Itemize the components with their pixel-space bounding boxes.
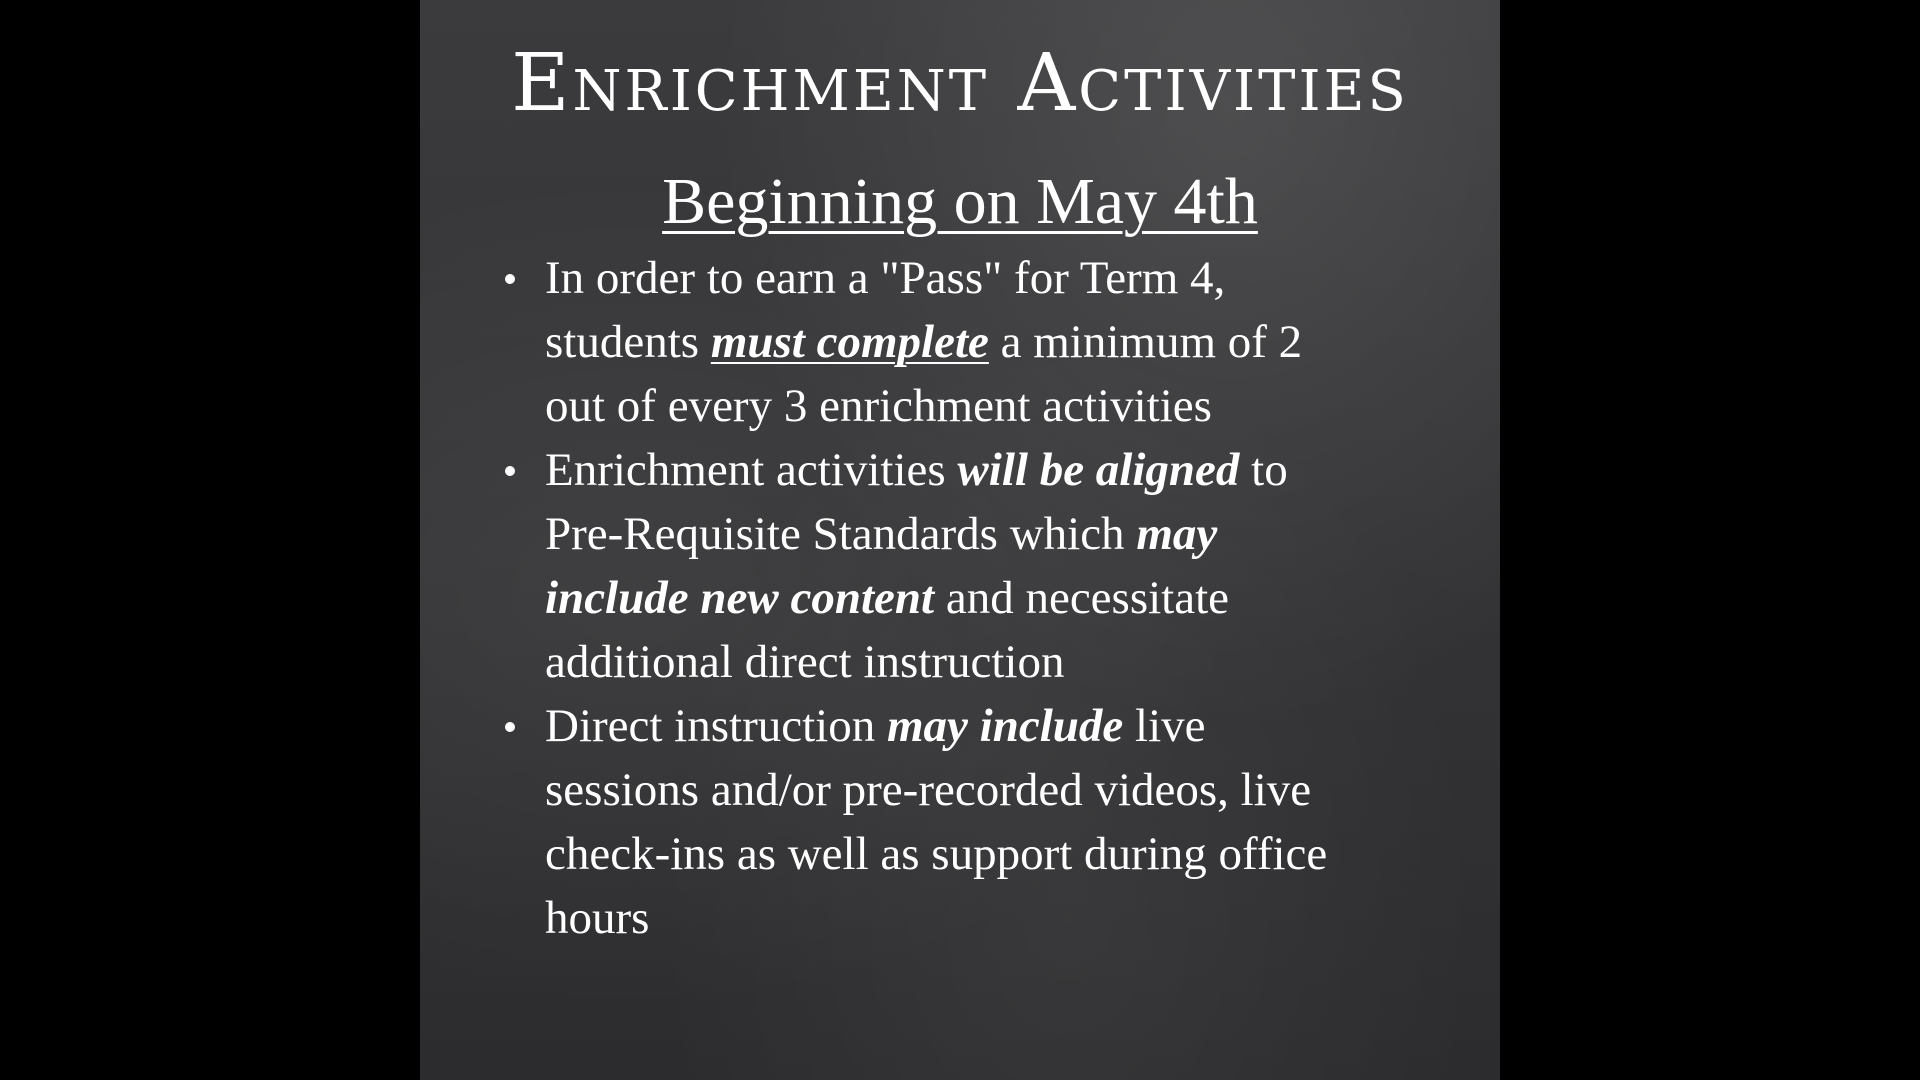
bullet-text: and necessitate bbox=[934, 572, 1230, 624]
bullet-text: a minimum of 2 bbox=[988, 316, 1303, 368]
bullet-text: hours bbox=[545, 892, 650, 944]
bullet-text: to bbox=[1239, 444, 1288, 496]
emphasis-text: may bbox=[1136, 508, 1218, 560]
emphasis-text: may include bbox=[886, 700, 1124, 752]
bullet-text: Enrichment activities bbox=[545, 444, 958, 496]
bullet-text: check-ins as well as support during office bbox=[545, 828, 1328, 880]
slide bbox=[420, 0, 1500, 1080]
bullet-item bbox=[545, 438, 1475, 694]
bullet-text: Direct instruction bbox=[545, 700, 887, 752]
emphasis-text: will be aligned bbox=[957, 444, 1240, 496]
emphasis-text: include new content bbox=[545, 572, 935, 624]
slide-title: Enrichment Activities bbox=[511, 36, 1409, 129]
bullet-text: additional direct instruction bbox=[545, 636, 1065, 688]
slide-subtitle: Beginning on May 4th bbox=[662, 165, 1258, 238]
bullet-list bbox=[545, 246, 1475, 950]
bullet-text: live bbox=[1123, 700, 1206, 752]
emphasis-text: must complete bbox=[710, 316, 989, 368]
bullet-item bbox=[545, 694, 1475, 950]
bullet-text: sessions and/or pre-recorded videos, live bbox=[545, 764, 1312, 816]
bullet-text: In order to earn a "Pass" for Term 4, bbox=[545, 252, 1226, 304]
bullet-text: students bbox=[545, 316, 711, 368]
bullet-item bbox=[545, 246, 1475, 438]
bullet-text: Pre-Requisite Standards which bbox=[545, 508, 1137, 560]
bullet-text: out of every 3 enrichment activities bbox=[545, 380, 1212, 432]
